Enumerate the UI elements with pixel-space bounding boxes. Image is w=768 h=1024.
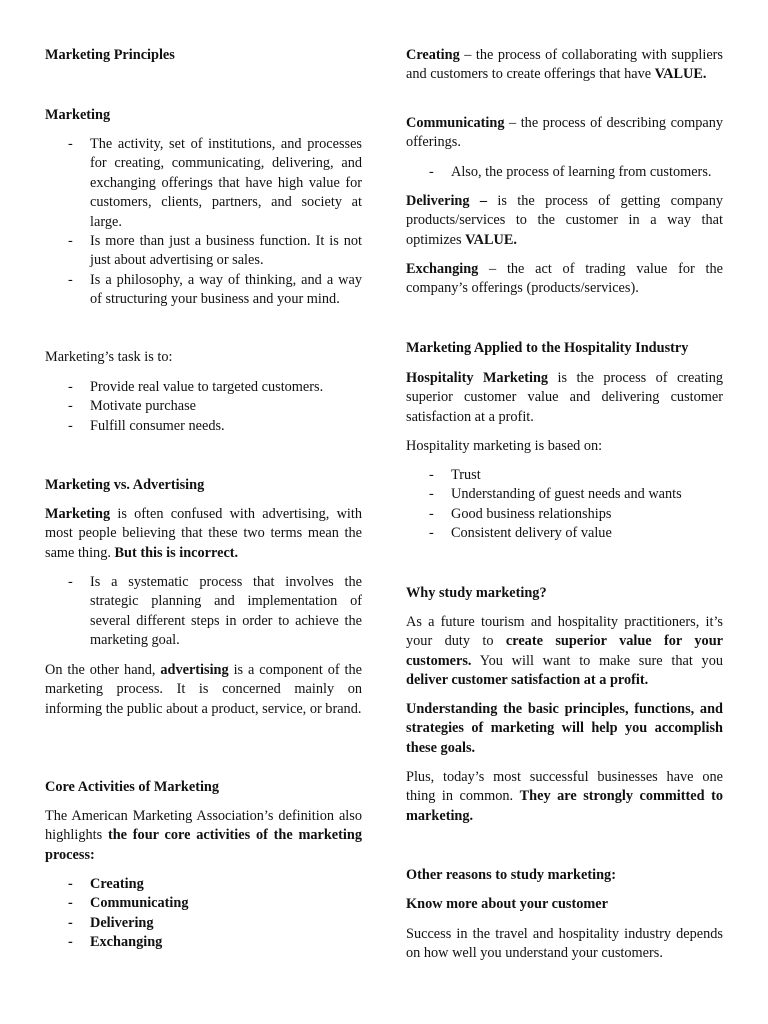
list-item: - Also, the process of learning from customers.	[406, 163, 723, 182]
list-item: - Is a philosophy, a way of thinking, and a way of structuring your business and your mind.	[45, 271, 362, 310]
hospitality-paragraph: Hospitality Marketing is the process of creating superior customer value and delivering customer satisfaction at a profit.	[406, 370, 723, 425]
vs-paragraph-2: On the other hand, advertising is a component of the marketing process. It is concerned mainly on informing the public about a product, service, or brand.	[45, 662, 363, 717]
list-item: - Exchanging	[45, 933, 362, 952]
vs-list	[45, 573, 362, 651]
core-paragraph: The American Marketing Association’s definition also highlights the four core activities of the marketing process:	[45, 808, 362, 863]
list-item: - Fulfill consumer needs.	[45, 417, 362, 436]
why-paragraph-2: Understanding the basic principles, functions, and strategies of marketing will help you accomplish these goals.	[406, 701, 723, 756]
hospitality-intro: Hospitality marketing is based on:	[406, 438, 603, 454]
document-title: Marketing Principles	[45, 47, 175, 63]
list-item: - Delivering	[45, 914, 362, 933]
list-item: - Understanding of guest needs and wants	[406, 485, 723, 504]
task-list	[45, 378, 362, 436]
list-item: - Provide real value to targeted customers.	[45, 378, 362, 397]
list-item: - Communicating	[45, 894, 362, 913]
core-heading: Core Activities of Marketing	[45, 779, 220, 795]
hospitality-list	[406, 466, 723, 544]
list-item: - Creating	[45, 875, 362, 894]
marketing-heading: Marketing	[45, 107, 111, 123]
list-item: - Trust	[406, 466, 723, 485]
communicating-list	[406, 163, 723, 182]
why-paragraph-3: Plus, today’s most successful businesses have one thing in common. They are strongly committed to marketing.	[406, 769, 723, 824]
exchanging-paragraph: Exchanging – the act of trading value for the company’s offerings (products/services).	[406, 261, 723, 297]
communicating-paragraph: Communicating – the process of describing company offerings.	[406, 115, 723, 151]
delivering-paragraph: Delivering – is the process of getting company products/services to the customer in a way that optimizes VALUE.	[406, 193, 723, 248]
creating-paragraph: Creating – the process of collaborating with suppliers and customers to create offerings that have VALUE.	[406, 47, 723, 83]
core-activities-list	[45, 875, 362, 953]
vs-heading: Marketing vs. Advertising	[45, 477, 205, 493]
list-item: - Is more than just a business function. It is not just about advertising or sales.	[45, 232, 362, 271]
vs-paragraph-1: Marketing is often confused with advertising, with most people believing that these two terms mean the same thing. But this is incorrect.	[45, 506, 362, 561]
other-reasons-heading: Other reasons to study marketing:	[406, 867, 616, 883]
list-item: - Motivate purchase	[45, 397, 362, 416]
why-paragraph-1: As a future tourism and hospitality practitioners, it’s your duty to create superior value for your customers. You will want to make sure that you deliver customer satisfaction at a profit.	[406, 614, 723, 689]
why-heading: Why study marketing?	[406, 585, 547, 601]
list-item: - The activity, set of institutions, and processes for creating, communicating, delivering, and exchanging offerings that have high value for customers, clients, partners, and society at large.	[45, 135, 362, 232]
list-item: - Good business relationships	[406, 505, 723, 524]
task-intro: Marketing’s task is to:	[45, 349, 173, 365]
know-customer-heading: Know more about your customer	[406, 896, 608, 912]
know-customer-paragraph: Success in the travel and hospitality industry depends on how well you understand your customers.	[406, 926, 723, 962]
list-item: - Is a systematic process that involves the strategic planning and implementation of several different steps in order to achieve the marketing goal.	[45, 573, 362, 651]
hospitality-heading: Marketing Applied to the Hospitality Industry	[406, 340, 689, 356]
list-item: - Consistent delivery of value	[406, 524, 723, 543]
marketing-definition-list	[45, 135, 362, 310]
